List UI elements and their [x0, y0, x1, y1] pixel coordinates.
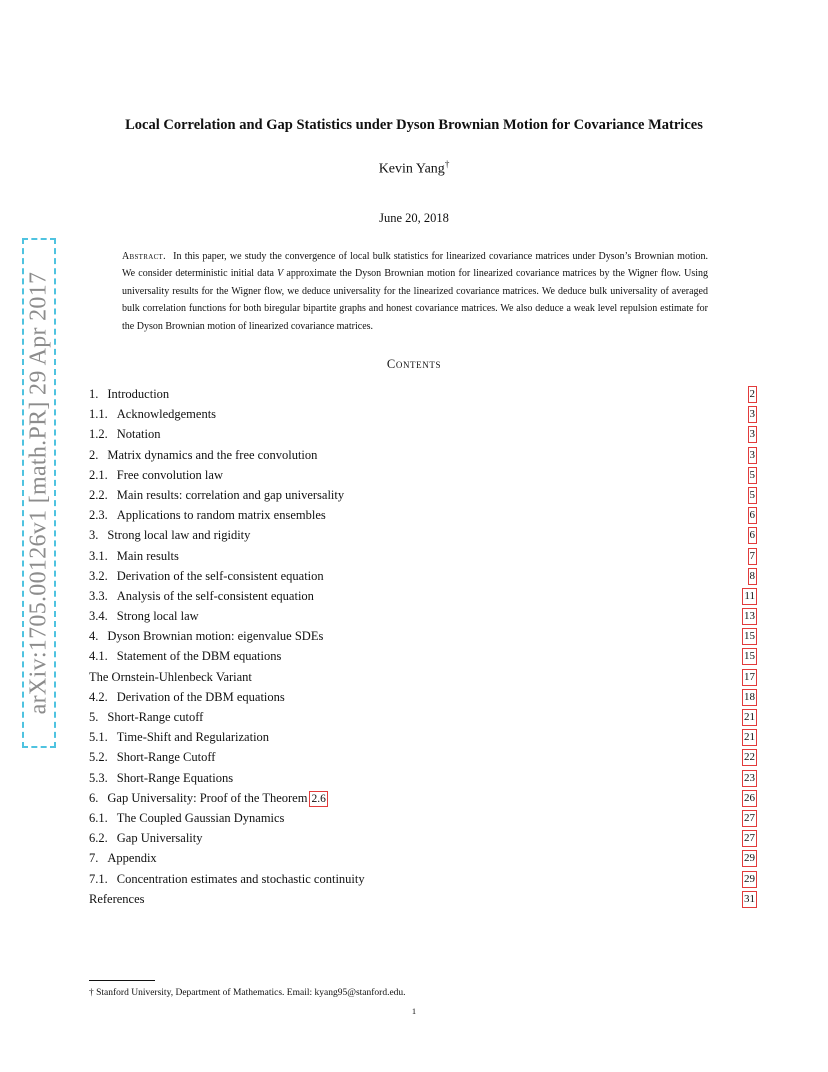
toc-entry-label: Strong local law and rigidity	[107, 528, 251, 543]
toc-entry-number: 3.3.	[89, 588, 108, 603]
toc-page-link[interactable]: 3	[748, 426, 758, 443]
paper-title: Local Correlation and Gap Statistics under Dyson Brownian Motion for Covariance Matrices	[125, 117, 703, 133]
toc-entry-number: 2.	[89, 447, 99, 462]
toc-entry-label: Appendix	[107, 851, 157, 866]
toc-entry[interactable]	[89, 747, 757, 767]
toc-entry[interactable]	[89, 505, 757, 525]
toc-entry[interactable]	[89, 687, 757, 707]
toc-entry[interactable]	[89, 788, 757, 808]
toc-entry-number: 4.	[89, 629, 99, 644]
toc-entry-number: 7.1.	[89, 871, 108, 886]
toc-entry-label: Strong local law	[116, 609, 199, 624]
toc-page-link[interactable]: 17	[742, 669, 757, 686]
toc-entry-number: 1.	[89, 387, 99, 401]
toc-entry-label: Applications to random matrix ensembles	[116, 508, 326, 523]
toc-entry-label: Analysis of the self-consistent equation	[116, 588, 314, 603]
toc-entry[interactable]	[89, 667, 757, 687]
toc-entry-number: 3.4.	[89, 609, 108, 624]
toc-entry[interactable]	[89, 485, 757, 505]
toc-entry[interactable]	[89, 848, 757, 868]
toc-entry-label: Notation	[116, 427, 161, 442]
toc-entry-label: Gap Universality	[116, 831, 203, 846]
toc-entry-label: The Ornstein-Uhlenbeck Variant	[89, 669, 252, 684]
toc-entry-number: 7.	[89, 851, 99, 866]
toc-page-link[interactable]: 15	[742, 648, 757, 665]
arxiv-id[interactable]: arXiv:1705.00126v1 [math.PR] 29 Apr 2017	[25, 271, 52, 715]
toc-page-link[interactable]: 23	[742, 770, 757, 787]
toc-page-link[interactable]: 21	[742, 709, 757, 726]
paper-date: June 20, 2018	[379, 211, 449, 225]
abstract-text-1: In this paper, we study the convergence of local bulk statistics for linearized covariance matrices under Dyson’s Brownian motion. We consider deterministic initial data	[122, 251, 708, 280]
toc-entry[interactable]	[89, 727, 757, 747]
toc-entry-number: 3.2.	[89, 568, 108, 583]
toc-entry-number: 5.1.	[89, 730, 108, 745]
toc-entry-label: Derivation of the self-consistent equation	[116, 568, 324, 583]
toc-entry[interactable]	[89, 606, 757, 626]
toc-entry[interactable]	[89, 828, 757, 848]
toc-entry-number: 3.	[89, 528, 99, 543]
toc-entry-label: Short-Range Cutoff	[116, 750, 216, 765]
toc-entry[interactable]	[89, 525, 757, 545]
toc-entry-label: Main results	[116, 548, 179, 563]
toc-entry-label: Short-Range cutoff	[107, 710, 204, 724]
abstract-symbol: V	[277, 268, 284, 280]
toc-entry-label: Statement of the DBM equations	[116, 649, 282, 664]
toc-entry-number: 5.	[89, 710, 99, 724]
toc-entry[interactable]	[89, 424, 757, 444]
toc-entry[interactable]	[89, 768, 757, 788]
toc-entry-number: 2.2.	[89, 487, 108, 502]
footnote: † Stanford University, Department of Mathematics. Email: kyang95@stanford.edu.	[89, 988, 406, 998]
abstract-text-2: approximate the Dyson Brownian motion for linearized covariance matrices by the Wigner flow. Using universality results for the Wigner flow, we deduce universality for the linearized covariance matrices. We deduce bulk universality of averaged bulk correlation functions for both biregular bipartite graphs and honest covariance matrices. We also deduce a weak level repulsion estimate for the Dyson Brownian motion of linearized covariance matrices.	[122, 268, 708, 332]
toc-entry[interactable]	[89, 869, 757, 889]
toc-entry-label: Concentration estimates and stochastic continuity	[116, 871, 365, 886]
toc-page-link[interactable]: 29	[742, 871, 757, 888]
toc-page-link[interactable]: 13	[742, 608, 757, 625]
toc-entry-label: Short-Range Equations	[116, 770, 234, 785]
arxiv-stamp[interactable]	[22, 238, 56, 748]
toc-page-link[interactable]: 6	[748, 507, 758, 524]
toc-page-link[interactable]: 6	[748, 527, 758, 544]
toc-page-link[interactable]: 5	[748, 487, 758, 504]
toc-entry[interactable]	[89, 646, 757, 666]
toc-entry[interactable]	[89, 808, 757, 828]
toc-entry-label: Time-Shift and Regularization	[116, 730, 270, 745]
toc-entry-label: Derivation of the DBM equations	[116, 689, 285, 704]
toc-page-link[interactable]: 18	[742, 689, 757, 706]
toc-entry-label: Gap Universality: Proof of the Theorem	[107, 790, 308, 805]
toc-entry[interactable]	[89, 465, 757, 485]
toc-page-link[interactable]: 27	[742, 830, 757, 847]
toc-page-link[interactable]: 3	[748, 447, 758, 464]
theorem-reference-link[interactable]: 2.6	[311, 792, 326, 805]
toc-page-link[interactable]: 2	[748, 386, 758, 403]
toc-page-link[interactable]: 5	[748, 467, 758, 484]
toc-entry[interactable]	[89, 445, 757, 465]
author-footnote-mark[interactable]: †	[444, 159, 450, 169]
abstract-heading: Abstract.	[122, 251, 166, 262]
toc-page-link[interactable]: 26	[742, 790, 757, 807]
toc-entry-number: 5.2.	[89, 750, 108, 765]
toc-page-link[interactable]: 3	[748, 406, 758, 423]
toc-entry-label: Free convolution law	[116, 467, 223, 482]
toc-entry[interactable]	[89, 566, 757, 586]
toc-entry[interactable]	[89, 707, 757, 727]
toc-entry[interactable]	[89, 384, 757, 404]
toc-page-link[interactable]: 27	[742, 810, 757, 827]
toc-entry[interactable]	[89, 586, 757, 606]
author-name: Kevin Yang	[378, 161, 445, 177]
toc-entry-label: Acknowledgements	[116, 407, 217, 422]
toc-entry-number: 2.3.	[89, 508, 108, 523]
toc-entry-number: 1.1.	[89, 407, 108, 422]
toc-entry-label: Main results: correlation and gap universality	[116, 487, 345, 502]
toc-page-link[interactable]: 29	[742, 850, 757, 867]
toc-entry-number: 4.1.	[89, 649, 108, 664]
toc-entry-number: 6.1.	[89, 810, 108, 825]
toc-entry-number: 5.3.	[89, 770, 108, 785]
toc-entry-number: 4.2.	[89, 689, 108, 704]
toc-page-link[interactable]: 7	[748, 548, 758, 565]
toc-entry[interactable]	[89, 404, 757, 424]
abstract	[122, 248, 708, 335]
toc-entry-label: Matrix dynamics and the free convolution	[107, 447, 318, 462]
toc-entry-number: 2.1.	[89, 467, 108, 482]
toc-entry[interactable]	[89, 546, 757, 566]
toc-entry-number: 6.2.	[89, 831, 108, 846]
toc-entry-label: Dyson Brownian motion: eigenvalue SDEs	[107, 629, 324, 644]
toc-page-link[interactable]: 8	[748, 568, 758, 585]
author-line	[80, 159, 748, 178]
table-of-contents	[89, 384, 757, 909]
footnote-rule	[89, 980, 155, 981]
toc-entry[interactable]	[89, 626, 757, 646]
toc-page-link[interactable]: 31	[742, 891, 757, 908]
toc-entry-label: References	[89, 891, 145, 906]
toc-entry-number: 1.2.	[89, 427, 108, 442]
toc-page-link[interactable]: 15	[742, 628, 757, 645]
toc-page-link[interactable]: 21	[742, 729, 757, 746]
toc-page-link[interactable]: 11	[742, 588, 757, 605]
page-number: 1	[411, 1006, 417, 1016]
toc-entry-label: The Coupled Gaussian Dynamics	[116, 810, 285, 825]
toc-entry[interactable]	[89, 889, 757, 909]
toc-entry-number: 3.1.	[89, 548, 108, 563]
toc-page-link[interactable]: 22	[742, 749, 757, 766]
toc-entry-label: Introduction	[107, 387, 170, 401]
toc-entry-number: 6.	[89, 790, 99, 805]
contents-heading: Contents	[386, 357, 442, 371]
